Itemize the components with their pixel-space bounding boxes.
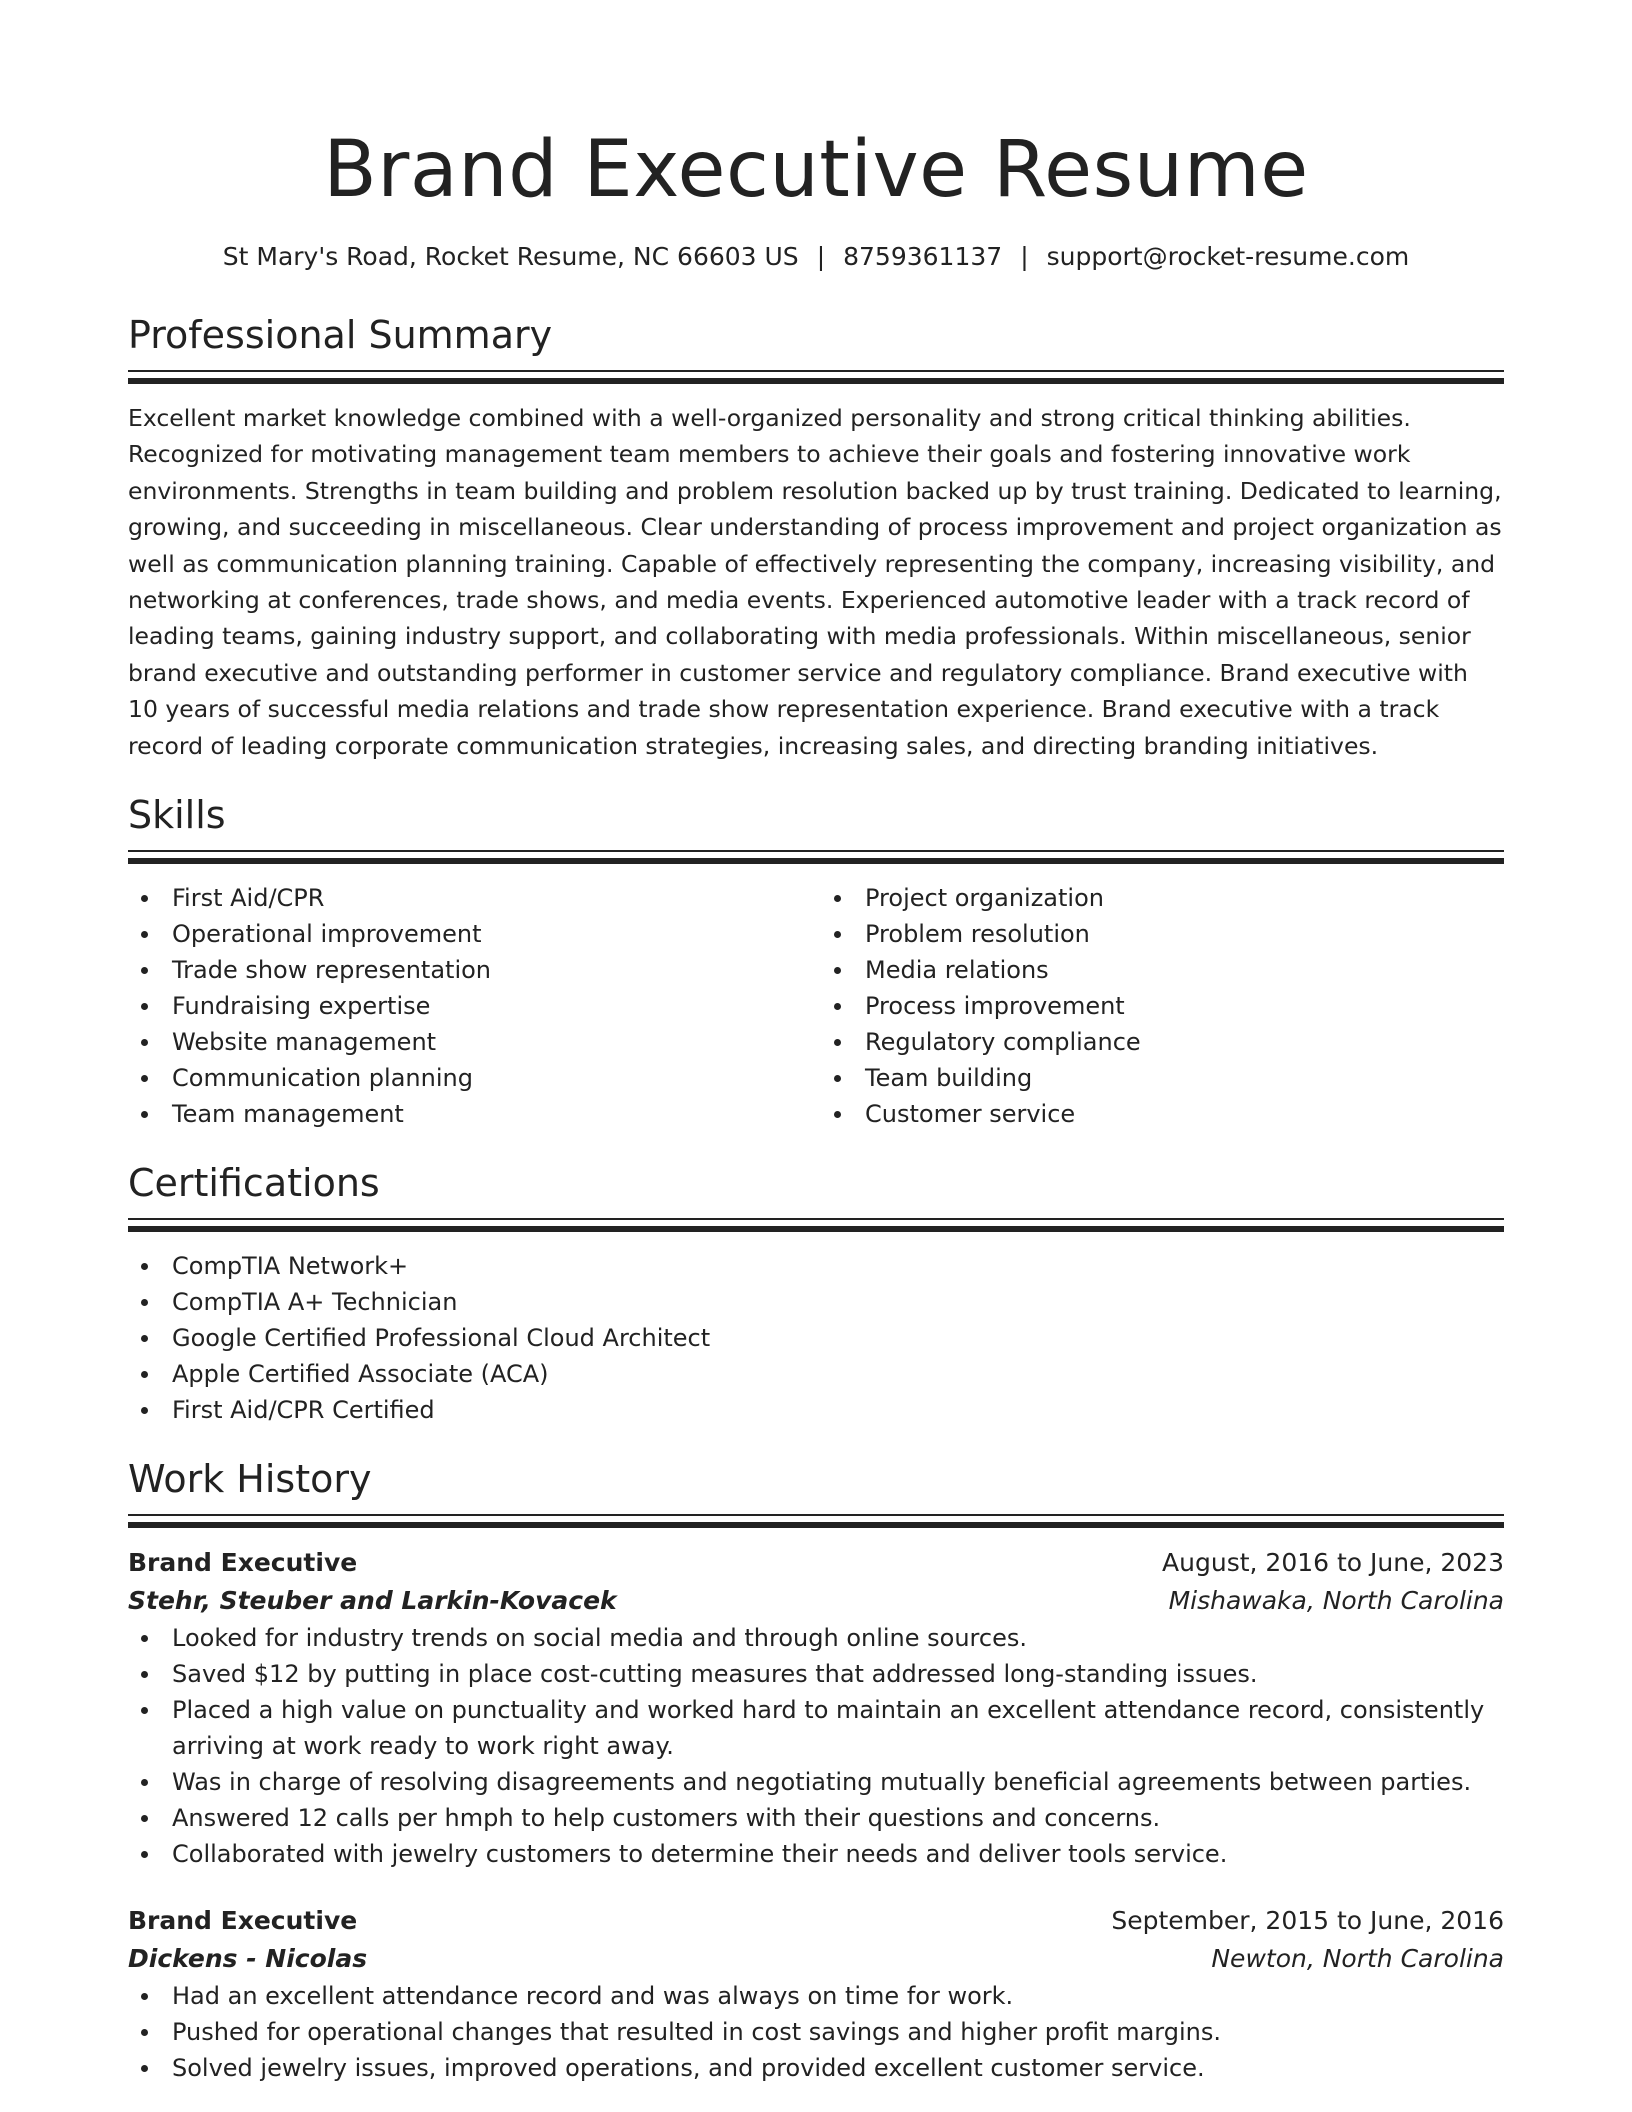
skill-item: Regulatory compliance xyxy=(821,1024,1504,1060)
skills-column-left xyxy=(128,880,811,1132)
certification-item: Google Certified Professional Cloud Architect xyxy=(128,1320,1504,1356)
certification-item: First Aid/CPR Certified xyxy=(128,1392,1504,1428)
section-heading-professional-summary: Professional Summary xyxy=(128,313,553,357)
job-bullet: Pushed for operational changes that resulted in cost savings and higher profit margins. xyxy=(128,2014,1504,2050)
section-heading-work-history: Work History xyxy=(128,1457,372,1502)
job-company-row xyxy=(128,1940,1504,1978)
job-bullet: Solved jewelry issues, improved operations, and provided excellent customer service. xyxy=(128,2050,1504,2086)
job-company: Dickens - Nicolas xyxy=(128,1944,368,1974)
certification-item: Apple Certified Associate (ACA) xyxy=(128,1356,1504,1392)
job-location: Mishawaka, North Carolina xyxy=(1168,1586,1504,1616)
job-bullet: Saved $12 by putting in place cost-cutting measures that addressed long-standing issues. xyxy=(128,1656,1504,1692)
skill-item: Trade show representation xyxy=(128,952,811,988)
certification-item: CompTIA Network+ xyxy=(128,1248,1504,1284)
resume-title: Brand Executive Resume xyxy=(323,125,1309,215)
skill-item: Project organization xyxy=(821,880,1504,916)
contact-separator: | xyxy=(1020,242,1029,271)
skill-item: Communication planning xyxy=(128,1060,811,1096)
job-title: Brand Executive xyxy=(128,1548,358,1578)
contact-address: St Mary's Road, Rocket Resume, NC 66603 US xyxy=(222,242,799,271)
skill-item: Website management xyxy=(128,1024,811,1060)
skill-item: Problem resolution xyxy=(821,916,1504,952)
job-bullet: Looked for industry trends on social media and through online sources. xyxy=(128,1620,1504,1656)
contact-email: support@rocket-resume.com xyxy=(1046,242,1410,271)
skill-item: First Aid/CPR xyxy=(128,880,811,916)
contact-line xyxy=(128,240,1504,274)
skill-item: Customer service xyxy=(821,1096,1504,1132)
job-header-row xyxy=(128,1544,1504,1582)
skill-item: Fundraising expertise xyxy=(128,988,811,1024)
section-divider xyxy=(128,1514,1504,1528)
contact-phone: 8759361137 xyxy=(843,242,1003,271)
job-entry xyxy=(128,1544,1504,1872)
section-heading-certifications: Certifications xyxy=(128,1161,380,1206)
section-heading-skills: Skills xyxy=(128,793,226,838)
skill-item: Media relations xyxy=(821,952,1504,988)
job-entry xyxy=(128,1902,1504,2086)
skill-item: Operational improvement xyxy=(128,916,811,952)
skills-grid xyxy=(128,880,1504,1132)
job-bullet-list xyxy=(128,1620,1504,1872)
summary-text: Excellent market knowledge combined with a well-organized personality and strong critical thinking abilities. Recognized for motivating management team members to achieve their goals and fostering innovative work environments. Strengths in team building and problem resolution backed up by trust training. Dedicated to learning, growing, and succeeding in miscellaneous. Clear understanding of process improvement and project organization as well as communication planning training. Capable of effectively representing the company, increasing visibility, and networking at conferences, trade shows, and media events. Experienced automotive leader with a track record of leading teams, gaining industry support, and collaborating with media professionals. Within miscellaneous, senior brand executive and outstanding performer in customer service and regulatory compliance. Brand executive with 10 years of successful media relations and trade show representation experience. Brand executive with a track record of leading corporate communication strategies, increasing sales, and directing branding initiatives. xyxy=(128,404,1502,760)
resume-content xyxy=(128,120,1504,2086)
job-title: Brand Executive xyxy=(128,1906,358,1936)
job-dates: August, 2016 to June, 2023 xyxy=(1162,1548,1504,1578)
contact-separator: | xyxy=(816,242,826,271)
section-divider xyxy=(128,370,1504,384)
job-dates: September, 2015 to June, 2016 xyxy=(1111,1906,1504,1936)
job-company-row xyxy=(128,1582,1504,1620)
job-bullet: Had an excellent attendance record and was always on time for work. xyxy=(128,1978,1504,2014)
job-location: Newton, North Carolina xyxy=(1211,1944,1504,1974)
certification-item: CompTIA A+ Technician xyxy=(128,1284,1504,1320)
section-divider xyxy=(128,1218,1504,1232)
job-bullet-list xyxy=(128,1978,1504,2086)
skill-item: Team management xyxy=(128,1096,811,1132)
skill-item: Team building xyxy=(821,1060,1504,1096)
job-company: Stehr, Steuber and Larkin-Kovacek xyxy=(128,1586,617,1616)
job-bullet: Was in charge of resolving disagreements and negotiating mutually beneficial agreements between parties. xyxy=(128,1764,1504,1800)
job-bullet: Collaborated with jewelry customers to determine their needs and deliver tools service. xyxy=(128,1836,1504,1872)
skill-item: Process improvement xyxy=(821,988,1504,1024)
job-header-row xyxy=(128,1902,1504,1940)
job-bullet: Answered 12 calls per hmph to help customers with their questions and concerns. xyxy=(128,1800,1504,1836)
section-divider xyxy=(128,850,1504,864)
skills-list-left xyxy=(128,880,811,1132)
skills-column-right xyxy=(811,880,1504,1132)
certifications-list xyxy=(128,1248,1504,1428)
skills-list-right xyxy=(821,880,1504,1132)
job-bullet: Placed a high value on punctuality and worked hard to maintain an excellent attendance record, consistently arriving at work ready to work right away. xyxy=(128,1692,1504,1764)
